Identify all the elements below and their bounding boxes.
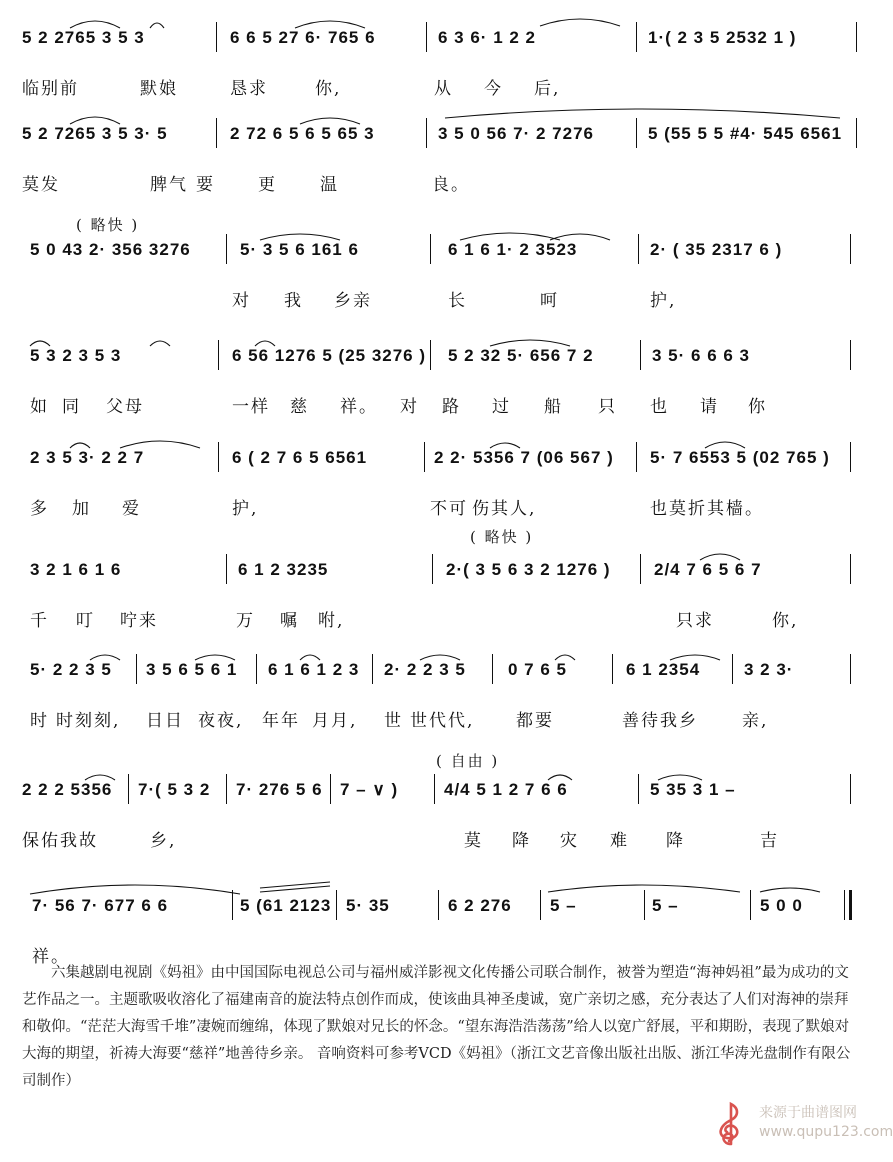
barline (438, 890, 439, 920)
lyric: 今 (484, 79, 503, 99)
measure: 6 1 6 1· 2 3523 (448, 240, 578, 259)
barline (732, 654, 733, 684)
barline (540, 890, 541, 920)
barline (218, 340, 219, 370)
lyric: 也 (650, 397, 669, 417)
lyric: 长 (448, 291, 467, 311)
measure: 0 7 6 5 (508, 660, 567, 679)
notation-line (0, 448, 873, 474)
barline (492, 654, 493, 684)
lyrics-line (0, 826, 873, 852)
barline (644, 890, 645, 920)
barline (218, 442, 219, 472)
measure: 3 2 3· (744, 660, 794, 679)
tempo-marking: ( 自由 ) (436, 752, 500, 770)
lyric: 灾 (560, 831, 579, 851)
measure: 5 3 2 3 5 3 (30, 346, 122, 365)
measure: 2· 2 2 3 5 (384, 660, 466, 679)
measure: 3 2 1 6 1 6 (30, 560, 122, 579)
measure: 5 35 3 1 – (650, 780, 736, 799)
measure: 7· 276 5 6 (236, 780, 323, 799)
measure: 5 – (550, 896, 577, 915)
lyric: 祥。 (340, 397, 378, 417)
lyric: 路 (442, 397, 461, 417)
lyric: 善待我乡 (622, 711, 698, 731)
barline (216, 22, 217, 52)
description-text (22, 960, 854, 1095)
lyric: 加 (72, 499, 91, 519)
lyric: 后, (534, 79, 561, 99)
barline (430, 340, 431, 370)
measure: 5 0 0 (760, 896, 803, 915)
barline (850, 654, 851, 684)
measure: 4/4 5 1 2 7 6 6 (444, 780, 568, 799)
measure: 6 56 1276 5 (25 3276 ) (232, 346, 427, 365)
lyric: 慈 (290, 397, 309, 417)
notation-line (0, 124, 873, 150)
lyric: 护, (650, 291, 677, 311)
watermark (709, 1096, 893, 1152)
notation-line (0, 240, 873, 266)
measure: 5 (55 5 5 #4· 545 6561 (648, 124, 843, 143)
lyric: 父母 (106, 397, 144, 417)
notation-line (0, 660, 873, 686)
barline (330, 774, 331, 804)
measure: 6 1 2 3235 (238, 560, 329, 579)
measure: 6 1 6 1 2 3 (268, 660, 360, 679)
lyric: 叮 (76, 611, 95, 631)
barline (850, 554, 851, 584)
lyric: 千 (30, 611, 49, 631)
measure: 5 0 43 2· 356 3276 (30, 240, 191, 259)
lyric: 爱 (122, 499, 141, 519)
lyric: 莫发 (22, 175, 60, 195)
lyric: 难 (610, 831, 629, 851)
barline (372, 654, 373, 684)
barline (426, 118, 427, 148)
lyric: 乡亲 (334, 291, 372, 311)
lyric: 祥。 (32, 947, 70, 967)
watermark-site-name: 来源于曲谱图网 (759, 1105, 857, 1121)
lyric: 你, (772, 611, 799, 631)
lyric: 同 (62, 397, 81, 417)
lyric: 对 (232, 291, 251, 311)
lyric: 只求 (676, 611, 714, 631)
measure: 6 2 276 (448, 896, 512, 915)
barline (612, 654, 613, 684)
measure: 2 2 2 5356 (22, 780, 113, 799)
lyric: 恳求 (230, 79, 268, 99)
treble-clef-logo-icon (709, 1100, 753, 1148)
lyric: 伤其人, (472, 499, 537, 519)
lyric: 默娘 (140, 79, 178, 99)
lyric: 保佑我故 (22, 831, 98, 851)
barline (640, 340, 641, 370)
lyric: 万 (236, 611, 255, 631)
lyric: 你 (748, 397, 767, 417)
lyric: 月月, (312, 711, 358, 731)
measure: 5 – (652, 896, 679, 915)
lyric: 时刻刻, (56, 711, 121, 731)
lyric: 更 (258, 175, 277, 195)
barline (638, 234, 639, 264)
barline (636, 118, 637, 148)
barline (432, 554, 433, 584)
lyric: 年年 (262, 711, 300, 731)
measure: 2 2· 5356 7 (06 567 ) (434, 448, 614, 467)
lyric: 不可 (430, 499, 468, 519)
lyric: 都要 (516, 711, 554, 731)
lyric: 时 (30, 711, 49, 731)
lyric: 过 (492, 397, 511, 417)
lyric: 一样 (232, 397, 270, 417)
barline (640, 554, 641, 584)
measure: 3 5 6 5 6 1 (146, 660, 238, 679)
barline (226, 554, 227, 584)
measure: 5 2 32 5· 656 7 2 (448, 346, 594, 365)
lyric: 降 (512, 831, 531, 851)
lyric: 护, (232, 499, 259, 519)
barline (216, 118, 217, 148)
measure: 3 5 0 56 7· 2 7276 (438, 124, 595, 143)
barline (850, 234, 851, 264)
barline (856, 118, 857, 148)
barline (430, 234, 431, 264)
lyric: 温 (320, 175, 339, 195)
barline (136, 654, 137, 684)
lyric: 脾气 (150, 175, 188, 195)
notation-line (0, 560, 873, 586)
lyric: 要 (196, 175, 215, 195)
barline (638, 774, 639, 804)
barline (226, 774, 227, 804)
barline (226, 234, 227, 264)
lyric: 如 (30, 397, 49, 417)
lyric: 世 (384, 711, 403, 731)
lyric: 日日 (146, 711, 184, 731)
barline (856, 22, 857, 52)
lyric: 咐, (318, 611, 345, 631)
barline (636, 442, 637, 472)
watermark-url: www.qupu123.com (759, 1124, 893, 1140)
lyric: 咛来 (120, 611, 158, 631)
barline (850, 442, 851, 472)
measure: 5 (61 2123 (240, 896, 332, 915)
lyric: 世代代, (410, 711, 475, 731)
lyric: 降 (666, 831, 685, 851)
measure: 6 1 2354 (626, 660, 701, 679)
lyrics-line (0, 494, 873, 520)
measure: 7 – ∨ ) (340, 780, 399, 799)
measure: 2 3 5 3· 2 2 7 (30, 448, 145, 467)
lyric: 船 (544, 397, 563, 417)
measure: 3 5· 6 6 6 3 (652, 346, 751, 365)
measure: 7·( 5 3 2 (138, 780, 211, 799)
barline (424, 442, 425, 472)
tempo-marking: ( 略快 ) (76, 216, 140, 234)
measure: 2/4 7 6 5 6 7 (654, 560, 762, 579)
lyric: 吉 (760, 831, 779, 851)
measure: 2·( 3 5 6 3 2 1276 ) (446, 560, 611, 579)
lyrics-line (0, 392, 873, 418)
barline (256, 654, 257, 684)
measure: 5· 35 (346, 896, 390, 915)
lyrics-line (0, 706, 873, 732)
lyric: 从 (434, 79, 453, 99)
tempo-marking: ( 略快 ) (470, 528, 534, 546)
lyric: 莫 (464, 831, 483, 851)
measure: 5· 2 2 3 5 (30, 660, 112, 679)
lyric: 嘱 (280, 611, 299, 631)
barline (336, 890, 337, 920)
measure: 5· 7 6553 5 (02 765 ) (650, 448, 830, 467)
barline (128, 774, 129, 804)
measure: 5· 3 5 6 161 6 (240, 240, 359, 259)
lyric: 我 (284, 291, 303, 311)
notation-line (0, 28, 873, 54)
measure: 6 3 6· 1 2 2 (438, 28, 537, 47)
lyric: 夜夜, (198, 711, 244, 731)
lyric: 对 (400, 397, 419, 417)
measure: 5 2 2765 3 5 3 (22, 28, 145, 47)
lyric: 只 (598, 397, 617, 417)
measure: 5 2 7265 3 5 3· 5 (22, 124, 168, 143)
lyric: 良。 (432, 175, 470, 195)
lyrics-line (0, 74, 873, 100)
barline (750, 890, 751, 920)
description-paragraph: 六集越剧电视剧《妈祖》由中国国际电视总公司与福州威洋影视文化传播公司联合制作，被誉为塑造“海神妈祖”最为成功的文艺作品之一。主题歌吸收溶化了福建南音的旋法特点创作而成，使该曲具神圣虔诚，宽广亲切之感，充分表达了人们对海神的崇拜和敬仰。“茫茫大海雪千堆”凄婉而缠绵，体现了默娘对兄长的怀念。“望东海浩浩荡荡”给人以宽广舒展，平和期盼，表现了默娘对大海的期望，祈祷大海要“慈祥”地善待乡亲。 音响资料可参考VCD《妈祖》（浙江文艺音像出版社出版、浙江华涛光盘制作有限公司制作） (22, 965, 851, 1089)
barline (850, 340, 851, 370)
notation-line (0, 896, 873, 922)
notation-line (0, 780, 873, 806)
notation-line (0, 346, 873, 372)
lyric: 呵 (540, 291, 559, 311)
measure: 6 6 5 27 6· 765 6 (230, 28, 376, 47)
barline (232, 890, 233, 920)
measure: 7· 56 7· 677 6 6 (32, 896, 169, 915)
lyrics-line (0, 170, 873, 196)
lyrics-line (0, 606, 873, 632)
lyric: 乡, (150, 831, 177, 851)
final-barline (844, 890, 852, 920)
lyric: 亲, (742, 711, 769, 731)
measure: 1·( 2 3 5 2532 1 ) (648, 28, 797, 47)
lyric: 请 (700, 397, 719, 417)
measure: 2· ( 35 2317 6 ) (650, 240, 783, 259)
lyric: 你, (315, 79, 342, 99)
measure: 2 72 6 5 6 5 65 3 (230, 124, 375, 143)
lyric: 多 (30, 499, 49, 519)
barline (850, 774, 851, 804)
lyrics-line (0, 286, 873, 312)
barline (434, 774, 435, 804)
measure: 6 ( 2 7 6 5 6561 (232, 448, 368, 467)
lyric: 也莫折其樯。 (650, 499, 764, 519)
lyric: 临别前 (22, 79, 79, 99)
barline (636, 22, 637, 52)
barline (426, 22, 427, 52)
